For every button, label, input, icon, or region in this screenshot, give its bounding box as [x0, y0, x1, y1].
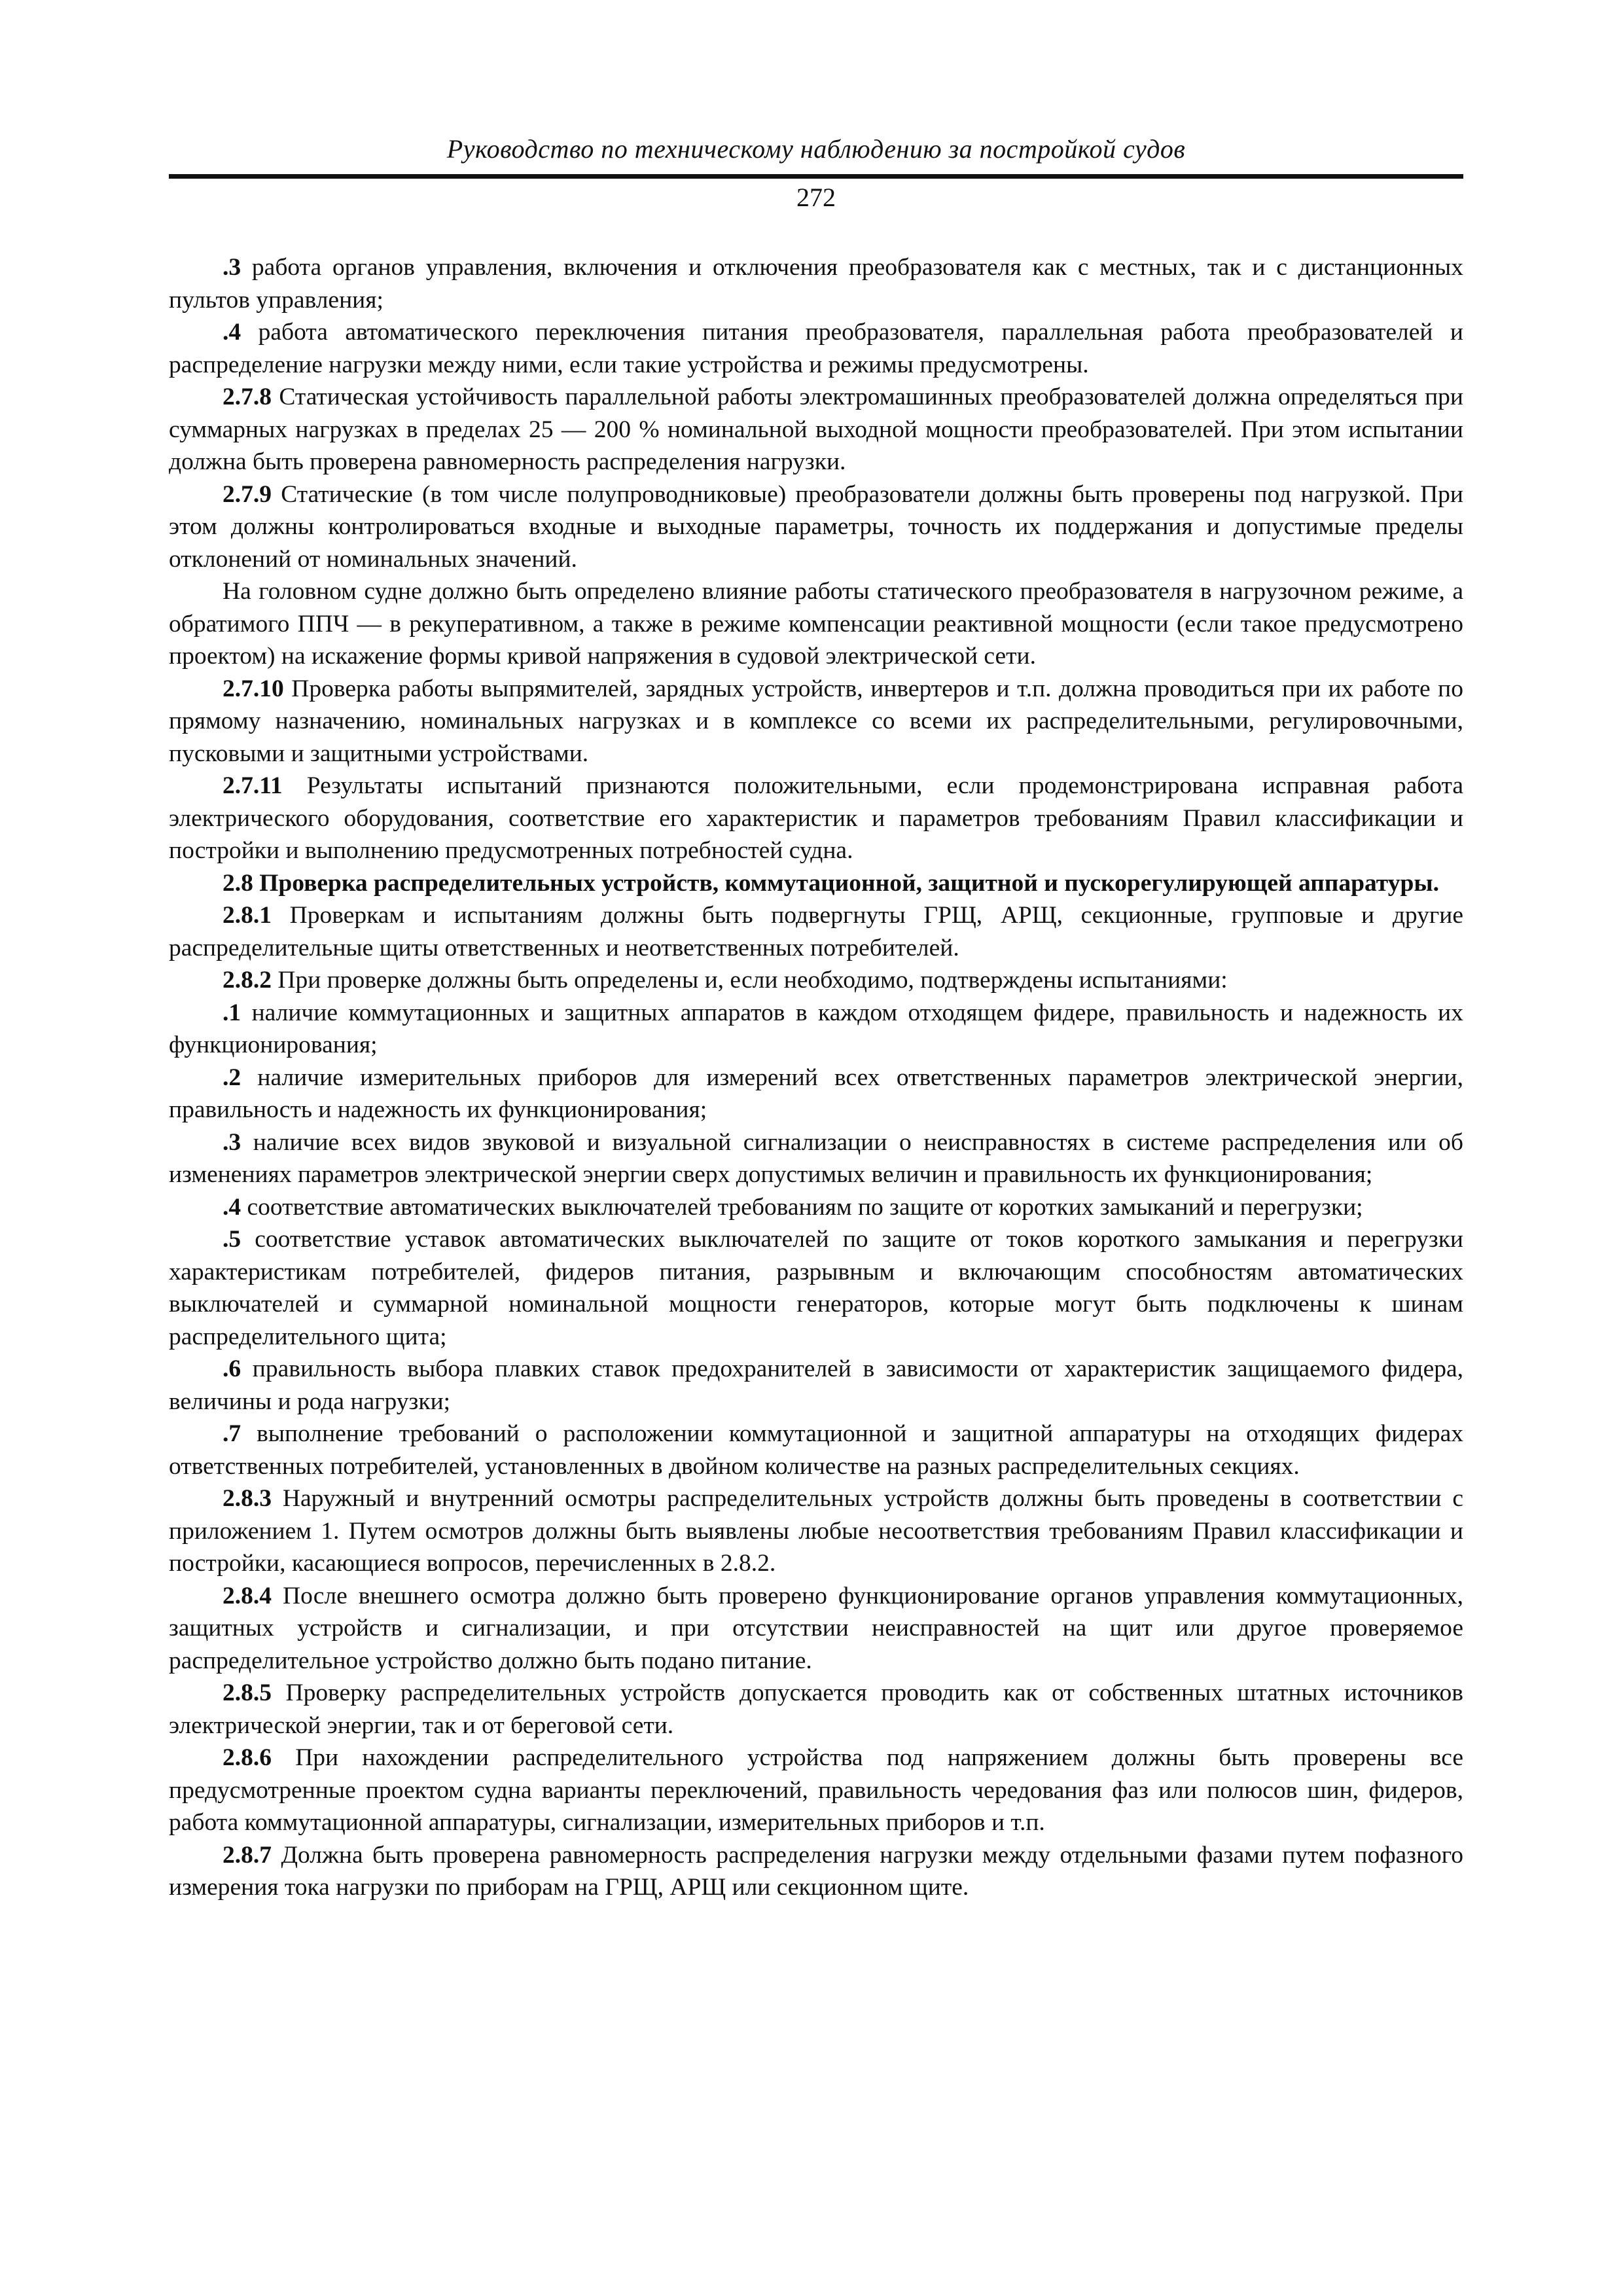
clause-number: 2.8.4 — [223, 1582, 272, 1609]
list-item-2 — [169, 1062, 1463, 1126]
clause-number: 2.7.10 — [223, 675, 284, 702]
item-number: .1 — [223, 999, 241, 1026]
item-number: .2 — [223, 1064, 241, 1091]
page-number: 272 — [796, 183, 836, 212]
item-text: наличие коммутационных и защитных аппаратов в каждом отходящем фидере, правильность и надежность их функционирования; — [169, 999, 1463, 1058]
item-number: .5 — [223, 1226, 241, 1253]
item-text: соответствие уставок автоматических выключателей по защите от токов короткого замыкания и перегрузки характеристикам потребителей, фидеров питания, разрывным и включающим способностям автоматических выключателей и суммарной номинальной мощности генераторов, которые могут быть подключены к шинам распределительного щита; — [169, 1226, 1463, 1350]
item-number: .3 — [223, 254, 241, 281]
item-number: .3 — [223, 1128, 241, 1156]
clause-2-8-5 — [169, 1677, 1463, 1742]
clause-2-7-11 — [169, 770, 1463, 867]
running-title: Руководство по техническому наблюдению за постройкой судов — [446, 134, 1186, 164]
clause-2-7-9 — [169, 478, 1463, 576]
paragraph-text: На головном судне должно быть определено влияние работы статического преобразователя в нагрузочном режиме, а обратимого ППЧ — в рекуперативном, а также в режиме компенсации реактивной мощности (если такое предусмотрено проектом) на искажение формы кривой напряжения в судовой электрической сети. — [169, 578, 1463, 670]
list-item-3 — [169, 1126, 1463, 1191]
clause-number: 2.7.8 — [223, 384, 272, 410]
item-text: соответствие автоматических выключателей требованиям по защите от коротких замыканий и перегрузки; — [241, 1193, 1363, 1221]
clause-text: Наружный и внутренний осмотры распределительных устройств должны быть проведены в соответствии с приложением 1. Путем осмотров должны быть выявлены любые несоответствия требованиям Правил классификации и постройки, касающиеся вопросов, перечисленных в 2.8.2. — [169, 1485, 1463, 1577]
list-item-5 — [169, 1223, 1463, 1353]
clause-number: 2.8.1 — [223, 902, 272, 929]
clause-number: 2.8.2 — [223, 967, 272, 994]
clause-2-8-3 — [169, 1482, 1463, 1580]
document-body — [169, 251, 1463, 1904]
clause-2-8-1 — [169, 899, 1463, 964]
list-item-4-auto-switching — [169, 316, 1463, 381]
clause-number: 2.8.7 — [223, 1841, 272, 1869]
clause-2-7-10 — [169, 673, 1463, 770]
clause-text: Статические (в том числе полупроводниковые) преобразователи должны быть проверены под нагрузкой. При этом должны контролироваться входные и выходные параметры, точность их поддержания и допустимые пределы отклонений от номинальных значений. — [169, 480, 1463, 573]
item-text: работа органов управления, включения и отключения преобразователя как с местных, так и с дистанционных пультов управления; — [169, 254, 1463, 314]
item-number: .7 — [223, 1420, 241, 1447]
item-text: работа автоматического переключения питания преобразователя, параллельная работа преобразователей и распределение нагрузки между ними, если такие устройства и режимы предусмотрены. — [169, 319, 1463, 378]
clause-text: Проверка работы выпрямителей, зарядных устройств, инвертеров и т.п. должна проводиться при их работе по прямому назначению, номинальных нагрузках и в комплексе со всеми их распределительными, регулировочными, пусковыми и защитными устройствами. — [169, 675, 1463, 767]
clause-text: Результаты испытаний признаются положительными, если продемонстрирована исправная работа электрического оборудования, соответствие его характеристик и параметров требованиям Правил классификации и постройки и выполнению предусмотренных потребностей судна. — [169, 772, 1463, 864]
header-rule — [169, 174, 1463, 179]
clause-text: Проверкам и испытаниям должны быть подвергнуты ГРЩ, АРЩ, секционные, групповые и другие распределительные щиты ответственных и неответственных потребителей. — [169, 902, 1463, 961]
clause-text: Проверку распределительных устройств допускается проводить как от собственных штатных источников электрической энергии, так и от береговой сети. — [169, 1679, 1463, 1739]
list-item-6 — [169, 1353, 1463, 1418]
paragraph-lead-ship — [169, 575, 1463, 673]
list-item-4 — [169, 1191, 1463, 1224]
list-item-3-controls — [169, 251, 1463, 316]
clause-2-8-6 — [169, 1742, 1463, 1839]
list-item-1 — [169, 997, 1463, 1062]
clause-2-8-4 — [169, 1580, 1463, 1677]
item-text: наличие измерительных приборов для измерений всех ответственных параметров электрической энергии, правильность и надежность их функционирования; — [169, 1064, 1463, 1123]
section-heading-text: 2.8 Проверка распределительных устройств, коммутационной, защитной и пускорегулирующей аппаратуры. — [223, 869, 1439, 897]
item-text: правильность выбора плавких ставок предохранителей в зависимости от характеристик защищаемого фидера, величины и рода нагрузки; — [169, 1355, 1463, 1415]
clause-number: 2.8.3 — [223, 1485, 272, 1512]
clause-number: 2.8.6 — [223, 1744, 272, 1771]
clause-number: 2.7.11 — [223, 772, 283, 799]
section-heading-2-8 — [169, 867, 1463, 900]
item-text: выполнение требований о расположении коммутационной и защитной аппаратуры на отходящих фидерах ответственных потребителей, установленных в двойном количестве на разных распределительных секциях. — [169, 1420, 1463, 1480]
item-number: .4 — [223, 1193, 241, 1221]
clause-2-8-7 — [169, 1839, 1463, 1904]
clause-2-7-8 — [169, 381, 1463, 478]
list-item-7 — [169, 1418, 1463, 1482]
item-text: наличие всех видов звуковой и визуальной сигнализации о неисправностях в системе распределения или об изменениях параметров электрической энергии сверх допустимых величин и правильность их функционирования; — [169, 1128, 1463, 1188]
clause-text: Статическая устойчивость параллельной работы электромашинных преобразователей должна определяться при суммарных нагрузках в пределах 25 — 200 % номинальной выходной мощности преобразователей. При этом испытании должна быть проверена равномерность распределения нагрузки. — [169, 384, 1463, 475]
clause-2-8-2 — [169, 964, 1463, 997]
clause-number: 2.7.9 — [223, 480, 272, 508]
clause-number: 2.8.5 — [223, 1679, 272, 1706]
clause-text: Должна быть проверена равномерность распределения нагрузки между отдельными фазами путем пофазного измерения тока нагрузки по приборам на ГРЩ, АРЩ или секционном щите. — [169, 1841, 1463, 1901]
clause-text: При нахождении распределительного устройства под напряжением должны быть проверены все предусмотренные проектом судна варианты переключений, правильность чередования фаз или полюсов шин, фидеров, работа коммутационной аппаратуры, сигнализации, измерительных приборов и т.п. — [169, 1744, 1463, 1836]
clause-text: После внешнего осмотра должно быть проверено функционирование органов управления коммутационных, защитных устройств и сигнализации, и при отсутствии неисправностей на щит или другое проверяемое распределительное устройство должно быть подано питание. — [169, 1582, 1463, 1674]
clause-text: При проверке должны быть определены и, если необходимо, подтверждены испытаниями: — [272, 967, 1228, 994]
item-number: .6 — [223, 1355, 241, 1382]
item-number: .4 — [223, 319, 241, 346]
